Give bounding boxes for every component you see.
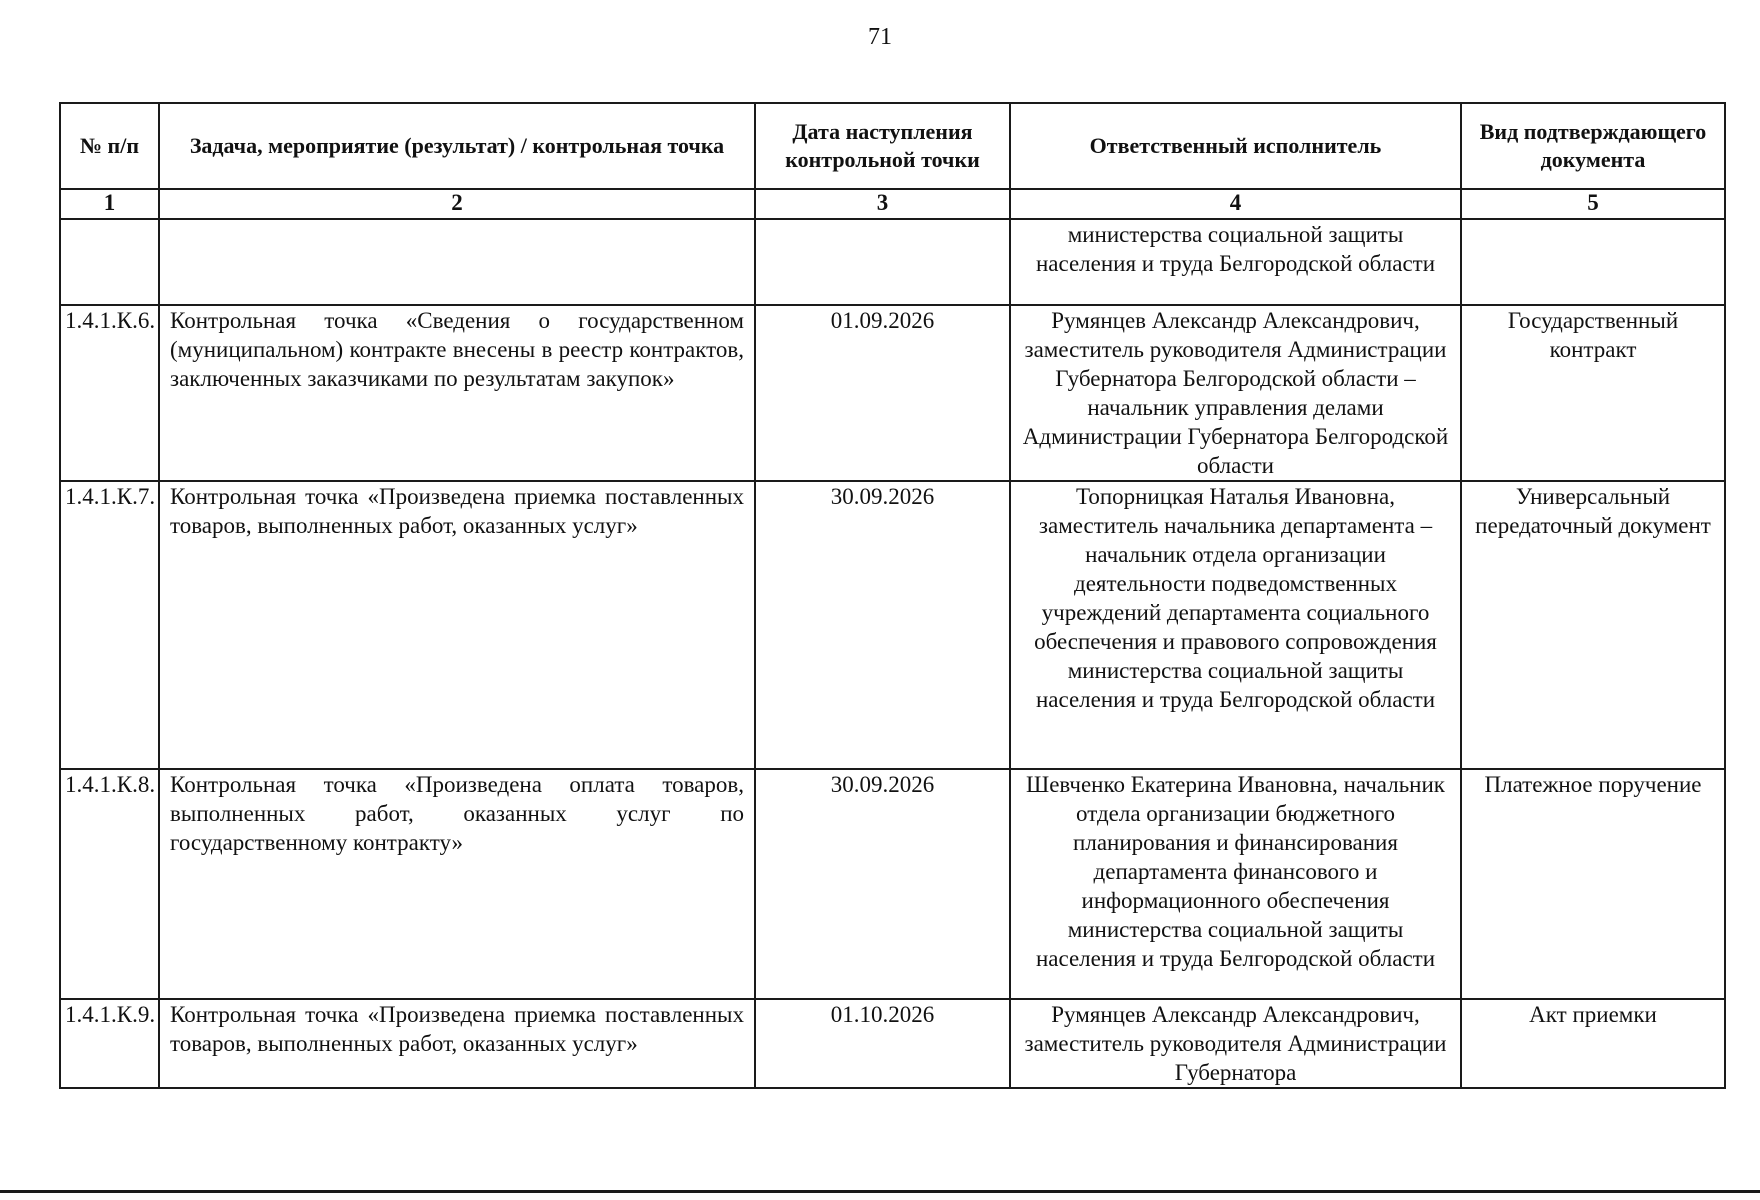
table-row xyxy=(60,305,1725,481)
table-row xyxy=(60,481,1725,769)
row-task: Контрольная точка «Произведена приемка поставленных товаров, выполненных работ, оказанных услуг» xyxy=(159,999,755,1088)
control-points-table xyxy=(59,102,1726,1089)
row-document xyxy=(1461,219,1725,305)
column-number: 5 xyxy=(1461,189,1725,219)
row-responsible: Румянцев Александр Александрович, заместитель руководителя Администрации Губернатора xyxy=(1010,999,1461,1088)
row-date xyxy=(755,219,1010,305)
column-number: 3 xyxy=(755,189,1010,219)
row-task: Контрольная точка «Сведения о государственном (муниципальном) контракте внесены в реестр контрактов, заключенных заказчиками по результатам закупок» xyxy=(159,305,755,481)
row-date: 30.09.2026 xyxy=(755,769,1010,999)
row-document: Акт приемки xyxy=(1461,999,1725,1088)
row-responsible: Румянцев Александр Александрович, заместитель руководителя Администрации Губернатора Белгородской области – начальник управления делами Администрации Губернатора Белгородской области xyxy=(1010,305,1461,481)
row-responsible: Топорницкая Наталья Ивановна, заместитель начальника департамента – начальник отдела организации деятельности подведомственных учреждений департамента социального обеспечения и правового сопровождения министерства социальной защиты населения и труда Белгородской области xyxy=(1010,481,1461,769)
row-number: 1.4.1.К.6. xyxy=(60,305,159,481)
row-task: Контрольная точка «Произведена оплата товаров, выполненных работ, оказанных услуг по государственному контракту» xyxy=(159,769,755,999)
header-responsible: Ответственный исполнитель xyxy=(1010,103,1461,189)
row-date: 30.09.2026 xyxy=(755,481,1010,769)
row-responsible: министерства социальной защиты населения и труда Белгородской области xyxy=(1010,219,1461,305)
column-number: 4 xyxy=(1010,189,1461,219)
row-number: 1.4.1.К.8. xyxy=(60,769,159,999)
column-numbers-row xyxy=(60,189,1725,219)
table-header-row xyxy=(60,103,1725,189)
page-bottom-rule xyxy=(0,1190,1760,1193)
row-responsible: Шевченко Екатерина Ивановна, начальник отдела организации бюджетного планирования и финансирования департамента финансового и информационного обеспечения министерства социальной защиты населения и труда Белгородской области xyxy=(1010,769,1461,999)
table-row xyxy=(60,219,1725,305)
row-date: 01.10.2026 xyxy=(755,999,1010,1088)
row-number xyxy=(60,219,159,305)
page-number: 71 xyxy=(868,24,892,50)
row-document: Универсальный передаточный документ xyxy=(1461,481,1725,769)
table-row xyxy=(60,769,1725,999)
row-date: 01.09.2026 xyxy=(755,305,1010,481)
header-date: Дата наступления контрольной точки xyxy=(755,103,1010,189)
header-document: Вид подтверждающего документа xyxy=(1461,103,1725,189)
row-number: 1.4.1.К.7. xyxy=(60,481,159,769)
row-document: Государственный контракт xyxy=(1461,305,1725,481)
header-number: № п/п xyxy=(60,103,159,189)
column-number: 1 xyxy=(60,189,159,219)
row-task: Контрольная точка «Произведена приемка поставленных товаров, выполненных работ, оказанных услуг» xyxy=(159,481,755,769)
row-number: 1.4.1.К.9. xyxy=(60,999,159,1088)
row-document: Платежное поручение xyxy=(1461,769,1725,999)
column-number: 2 xyxy=(159,189,755,219)
header-task: Задача, мероприятие (результат) / контрольная точка xyxy=(159,103,755,189)
table-row xyxy=(60,999,1725,1088)
row-task xyxy=(159,219,755,305)
